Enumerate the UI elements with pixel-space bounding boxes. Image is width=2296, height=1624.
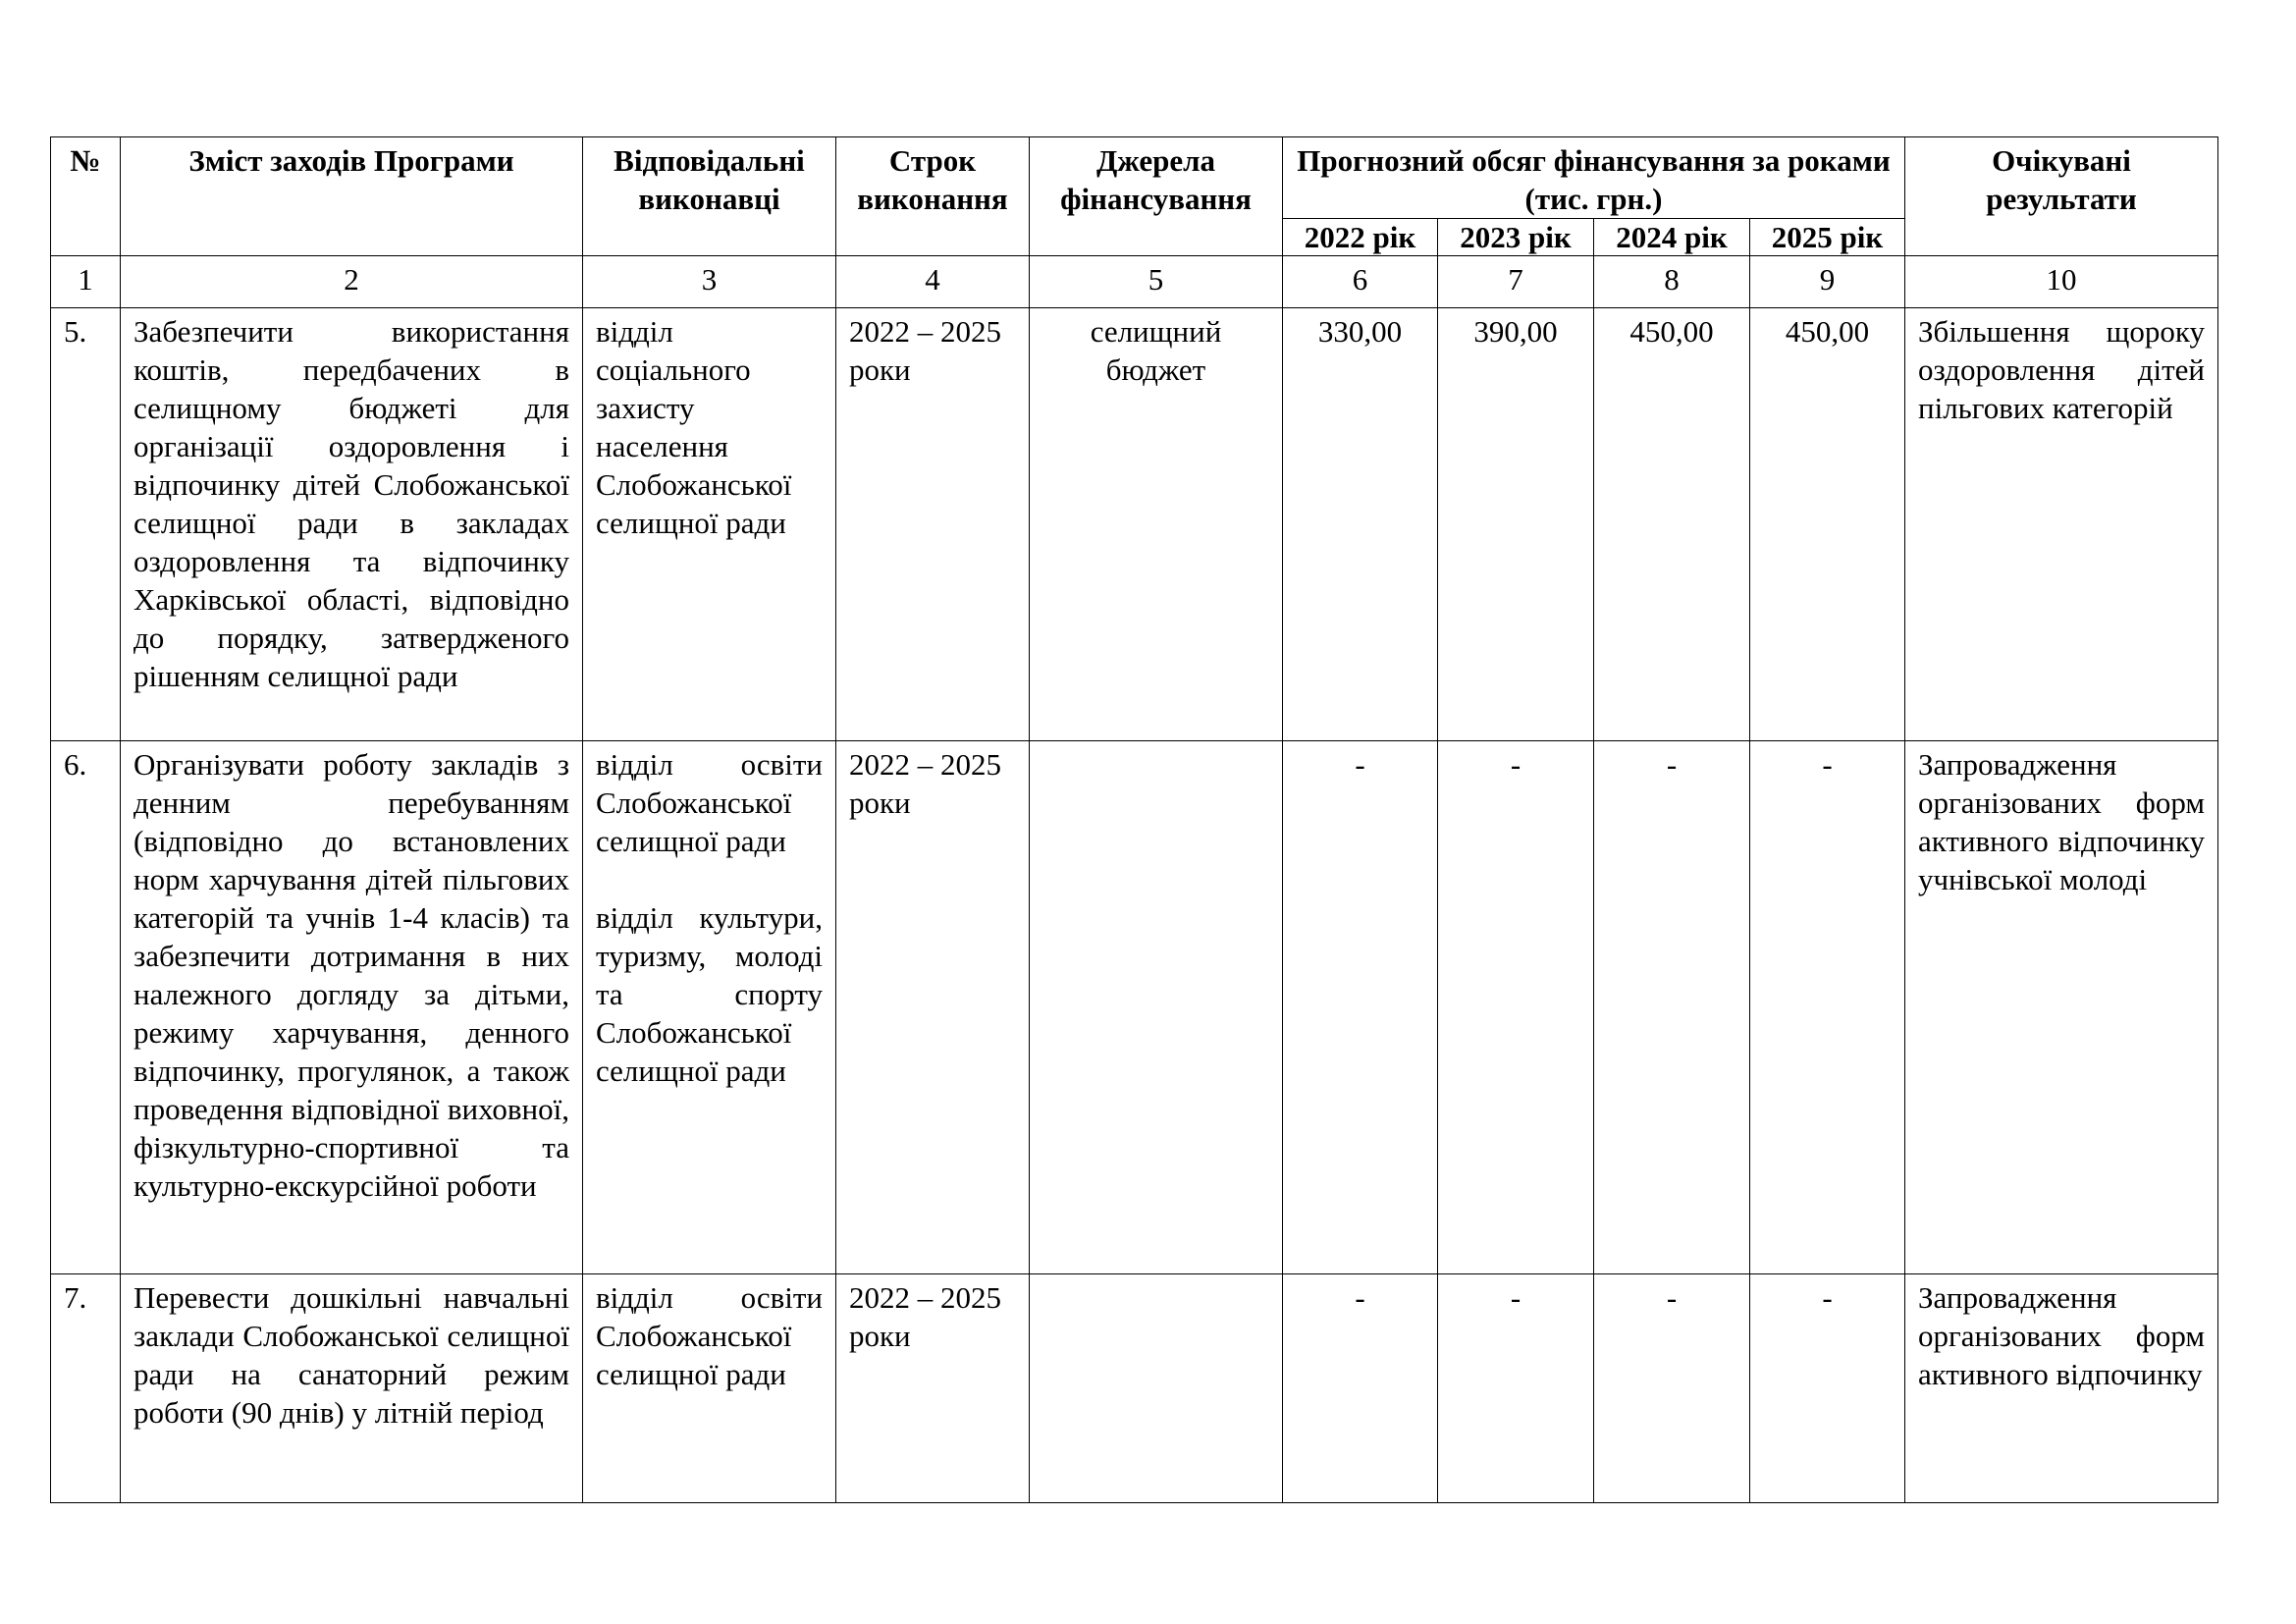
header-results: Очікувані результати [1905,137,2218,256]
row-sources [1030,741,1283,1274]
row-funding-2025: - [1750,741,1905,1274]
row-responsible: відділ освіти Слобожанської селищної ради [583,1274,836,1503]
row-funding-2023: - [1438,1274,1594,1503]
column-number: 1 [51,256,121,308]
row-funding-2025: 450,00 [1750,308,1905,741]
row-sources: селищний бюджет [1030,308,1283,741]
header-responsible: Відповідальні виконавці [583,137,836,256]
row-responsible [583,741,836,1274]
header-year-2024: 2024 рік [1594,219,1750,256]
row-responsible-secondary: відділ культури, туризму, молоді та спорту Слобожанської селищної ради [596,900,823,1088]
row-content: Організувати роботу закладів з денним перебуванням (відповідно до встановлених норм харчування дітей пільгових категорій та учнів 1-4 класів) та забезпечити дотримання в них належного догляду за дітьми, режиму харчування, денного відпочинку, прогулянок, а також проведення відповідної виховної, фізкультурно-спортивної та культурно-екскурсійної роботи [121,741,583,1274]
header-forecast: Прогнозний обсяг фінансування за роками (тис. грн.) [1283,137,1905,219]
row-number: 7. [51,1274,121,1503]
row-funding-2023: 390,00 [1438,308,1594,741]
column-number: 7 [1438,256,1594,308]
column-number: 4 [836,256,1030,308]
column-number: 3 [583,256,836,308]
header-sources: Джерела фінансування [1030,137,1283,256]
column-number: 6 [1283,256,1438,308]
row-term: 2022 – 2025 роки [836,308,1030,741]
row-number: 5. [51,308,121,741]
row-funding-2023: - [1438,741,1594,1274]
row-funding-2024: - [1594,741,1750,1274]
row-term: 2022 – 2025 роки [836,1274,1030,1503]
column-number: 10 [1905,256,2218,308]
row-content: Забезпечити використання коштів, передбачених в селищному бюджеті для організації оздоровлення і відпочинку дітей Слобожанської селищної ради в закладах оздоровлення та відпочинку Харківської області, відповідно до порядку, затвердженого рішенням селищної ради [121,308,583,741]
row-funding-2022: - [1283,1274,1438,1503]
header-year-2022: 2022 рік [1283,219,1438,256]
table-row [51,1274,2218,1503]
table-row [51,308,2218,741]
row-results: Запровадження організованих форм активного відпочинку учнівської молоді [1905,741,2218,1274]
row-number: 6. [51,741,121,1274]
program-measures-table [50,136,2218,1503]
row-responsible: відділ соціального захисту населення Слобожанської селищної ради [583,308,836,741]
column-number: 9 [1750,256,1905,308]
column-number: 8 [1594,256,1750,308]
column-number: 2 [121,256,583,308]
row-funding-2022: - [1283,741,1438,1274]
row-term: 2022 – 2025 роки [836,741,1030,1274]
row-sources [1030,1274,1283,1503]
table-row [51,741,2218,1274]
row-funding-2025: - [1750,1274,1905,1503]
header-content: Зміст заходів Програми [121,137,583,256]
column-number: 5 [1030,256,1283,308]
row-funding-2024: - [1594,1274,1750,1503]
row-responsible-primary: відділ освіти Слобожанської селищної ради [596,747,823,858]
header-year-2025: 2025 рік [1750,219,1905,256]
row-funding-2022: 330,00 [1283,308,1438,741]
row-content: Перевести дошкільні навчальні заклади Слобожанської селищної ради на санаторний режим роботи (90 днів) у літній період [121,1274,583,1503]
row-results: Збільшення щороку оздоровлення дітей пільгових категорій [1905,308,2218,741]
header-row [51,137,2218,219]
header-term: Строк виконання [836,137,1030,256]
column-number-row [51,256,2218,308]
row-funding-2024: 450,00 [1594,308,1750,741]
row-results: Запровадження організованих форм активного відпочинку [1905,1274,2218,1503]
header-year-2023: 2023 рік [1438,219,1594,256]
header-no: № [51,137,121,256]
